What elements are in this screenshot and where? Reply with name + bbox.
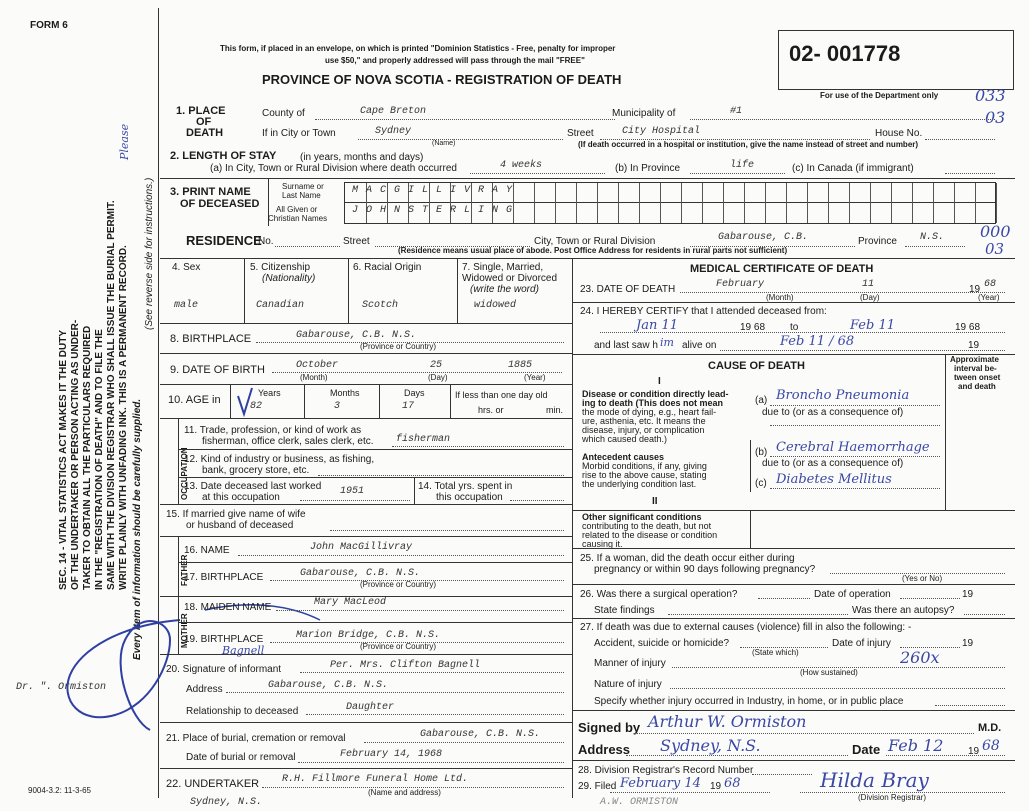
less-than-day-label: If less than one day old bbox=[455, 390, 548, 400]
medical-heading: MEDICAL CERTIFICATE OF DEATH bbox=[690, 263, 874, 275]
q15-label-2: or husband of deceased bbox=[186, 520, 294, 531]
surname-label-1: Surname or bbox=[282, 182, 324, 191]
county-label: County of bbox=[262, 108, 305, 119]
operation-date-label: Date of operation bbox=[814, 589, 891, 600]
age-months: 3 bbox=[334, 401, 341, 412]
residence-division-label: City, Town or Rural Division bbox=[534, 236, 656, 247]
envelope-note-1: This form, if placed in an envelope, on which is printed "Dominion Statistics - Free, penalty for improper bbox=[220, 44, 616, 53]
cause-heading: CAUSE OF DEATH bbox=[708, 360, 805, 372]
direct-cause-1: Disease or condition directly lead- bbox=[582, 389, 729, 399]
cause-a-label: (a) bbox=[755, 395, 768, 406]
dob-year: 1885 bbox=[508, 360, 533, 371]
side-instructions-5: SAME WITH THE DIVISION REGISTRAR WHO SHALL ISSUE THE BURIAL PERMIT. bbox=[106, 200, 117, 590]
operation-year-prefix: 19 bbox=[962, 589, 974, 600]
antecedent-1: Antecedent causes bbox=[582, 452, 665, 462]
name-grid-divider bbox=[513, 183, 514, 223]
undertaker-label: 22. UNDERTAKER bbox=[166, 778, 260, 790]
q13-label-1: 13. Date deceased last worked bbox=[184, 481, 322, 492]
injury-date-label: Date of injury bbox=[832, 638, 891, 649]
registrar-signature: Hilda Bray bbox=[820, 768, 929, 792]
q13-label-2: at this occupation bbox=[202, 492, 280, 503]
name-caption: (Name) bbox=[432, 140, 456, 147]
direct-cause-4: ure, asthenia, etc. It means the bbox=[582, 416, 706, 426]
stay-label: 2. LENGTH OF STAY bbox=[170, 150, 277, 162]
undertaker-value: R.H. Fillmore Funeral Home Ltd. bbox=[282, 774, 469, 785]
burial-place-label: 21. Place of burial, cremation or removal bbox=[166, 733, 346, 744]
mother-birthplace-value: Marion Bridge, C.B. N.S. bbox=[296, 630, 441, 641]
filed-year: 68 bbox=[724, 776, 741, 791]
sex-value: male bbox=[174, 300, 199, 311]
street-label: Street bbox=[567, 128, 594, 139]
county-value: Cape Breton bbox=[360, 106, 427, 117]
residence-province-value: N.S. bbox=[920, 232, 945, 243]
name-grid-divider bbox=[849, 183, 850, 223]
antecedent-2: Morbid conditions, if any, giving bbox=[582, 461, 707, 471]
death-month: February bbox=[716, 279, 765, 290]
death-day: 11 bbox=[862, 279, 875, 290]
citizenship-caption: (Nationality) bbox=[262, 273, 316, 284]
other-conditions-2: contributing to the death, but not bbox=[582, 521, 712, 531]
residence-code-2: 03 bbox=[985, 240, 1005, 258]
surgery-label: 26. Was there a surgical operation? bbox=[580, 589, 738, 600]
birthplace-value: Gabarouse, C.B. N.S. bbox=[296, 330, 417, 341]
residence-street-label: Street bbox=[343, 236, 370, 247]
maiden-name-label: 18. MAIDEN NAME bbox=[184, 602, 272, 613]
father-birthplace-label: 17. BIRTHPLACE bbox=[184, 572, 264, 583]
sex-label: 4. Sex bbox=[172, 262, 201, 273]
death-year: 68 bbox=[984, 279, 997, 290]
years-label: Years bbox=[258, 388, 281, 398]
mother-birthplace-label: 19. BIRTHPLACE bbox=[184, 634, 264, 645]
name-grid-divider bbox=[534, 183, 535, 223]
relationship-label: Relationship to deceased bbox=[186, 706, 299, 717]
envelope-note-2: use $50," and properly addressed will pass through the mail "FREE" bbox=[325, 56, 585, 65]
q12-label-1: 12. Kind of industry or business, as fishing, bbox=[184, 454, 375, 465]
given-label-2: Christian Names bbox=[268, 214, 328, 223]
father-section-label: FATHER bbox=[180, 554, 189, 586]
father-birthplace-value: Gabarouse, C.B. N.S. bbox=[300, 568, 421, 579]
relationship-value: Daughter bbox=[346, 702, 395, 713]
age-years: 82 bbox=[250, 401, 263, 412]
informant-label: 20. Signature of informant bbox=[166, 664, 282, 675]
side-instructions-1: SEC. 14 - VITAL STATISTICS ACT MAKES IT THE DUTY bbox=[58, 329, 69, 590]
q12-label-2: bank, grocery store, etc. bbox=[202, 465, 310, 476]
section-two: II bbox=[652, 496, 658, 507]
interval-label-4: and death bbox=[958, 382, 996, 391]
q15-label-1: 15. If married give name of wife bbox=[166, 509, 306, 520]
filed-date: February 14 bbox=[620, 776, 701, 791]
residence-no-label: No. bbox=[258, 236, 274, 247]
checkmark-icon bbox=[236, 386, 256, 418]
q25-label-2: pregnancy or within 90 days following pregnancy? bbox=[594, 564, 816, 575]
side-instructions-2: OF THE UNDERTAKER OR PERSON ACTING AS UNDER- bbox=[70, 319, 81, 590]
record-number-label: 28. Division Registrar's Record Number bbox=[578, 765, 754, 776]
surname-value: M A C G I L L I V R A Y bbox=[352, 185, 514, 196]
last-saw-value: Feb 11 / 68 bbox=[780, 334, 855, 349]
name-grid-divider bbox=[912, 183, 913, 223]
birthplace-label: 8. BIRTHPLACE bbox=[170, 333, 252, 345]
how-sustained-caption: (How sustained) bbox=[800, 668, 858, 677]
stay-a-label: (a) In City, Town or Rural Division where death occurred bbox=[210, 163, 457, 174]
residence-province-label: Province bbox=[858, 236, 897, 247]
other-conditions-3: related to the disease or condition bbox=[582, 530, 718, 540]
hospital-note: (If death occurred in a hospital or institution, give the name instead of street and number) bbox=[578, 140, 919, 149]
father-name-label: 16. NAME bbox=[184, 545, 230, 556]
birthplace-caption: (Province or Country) bbox=[360, 342, 437, 351]
registration-number-box bbox=[778, 30, 1014, 90]
name-grid-divider bbox=[933, 183, 934, 223]
alive-on-label: alive on bbox=[682, 340, 717, 351]
margin-note: Please bbox=[118, 123, 131, 160]
dob-month-caption: (Month) bbox=[300, 373, 328, 382]
signed-year-prefix: 19 bbox=[968, 746, 980, 757]
signed-by-label: Signed by bbox=[578, 720, 641, 735]
trade-value: fisherman bbox=[396, 434, 451, 445]
autopsy-label: Was there an autopsy? bbox=[852, 605, 955, 616]
nature-label: Nature of injury bbox=[594, 679, 662, 690]
q25-label-1: 25. If a woman, did the death occur either during bbox=[580, 553, 795, 564]
given-label-1: All Given or bbox=[276, 205, 318, 214]
municipality-value: #1 bbox=[730, 106, 743, 117]
cause-c-label: (c) bbox=[755, 478, 767, 489]
death-year-caption: (Year) bbox=[978, 293, 1000, 302]
q14-label-2: this occupation bbox=[436, 492, 503, 503]
physician-address-label: Address bbox=[578, 742, 631, 757]
cause-b-label: (b) bbox=[755, 447, 768, 458]
due-to-b: due to (or as a consequence of) bbox=[762, 458, 904, 469]
informant-value: Per. Mrs. Clifton Bagnell bbox=[330, 660, 481, 671]
dept-code-2: 03 bbox=[985, 108, 1006, 127]
accident-label: Accident, suicide or homicide? bbox=[594, 638, 730, 649]
name-grid-divider bbox=[975, 183, 976, 223]
stay-b-label: (b) In Province bbox=[615, 163, 681, 174]
registrar-stamp: A.W. ORMISTON bbox=[600, 797, 679, 808]
street-value: City Hospital bbox=[622, 126, 701, 137]
signed-date-label: Date bbox=[852, 742, 881, 757]
signed-year: 68 bbox=[982, 738, 1000, 754]
attended-to: Feb 11 bbox=[850, 318, 895, 333]
attended-from-year: 19 68 bbox=[740, 322, 766, 333]
due-to-a: due to (or as a consequence of) bbox=[762, 407, 904, 418]
interval-label-2: interval be- bbox=[954, 364, 997, 373]
name-grid-divider bbox=[576, 183, 577, 223]
name-grid-divider bbox=[828, 183, 829, 223]
informant-address-value: Gabarouse, C.B. N.S. bbox=[268, 680, 389, 691]
residence-note: (Residence means usual place of abode. Post Office Address for residents in rural parts not sufficient) bbox=[398, 246, 788, 255]
name-grid-divider bbox=[702, 183, 703, 223]
name-grid-divider bbox=[807, 183, 808, 223]
mother-birthplace-caption: (Province or Country) bbox=[360, 642, 437, 651]
given-names-value: J O H N S T E R L I N G bbox=[352, 205, 514, 216]
q14-label-1: 14. Total yrs. spent in bbox=[418, 481, 513, 492]
state-which-caption: (State which) bbox=[752, 648, 799, 657]
dob-month: October bbox=[296, 360, 339, 371]
undertaker-city: Sydney, N.S. bbox=[190, 797, 263, 808]
death-date-label: 23. DATE OF DEATH bbox=[580, 284, 676, 295]
dob-year-caption: (Year) bbox=[524, 373, 546, 382]
death-month-caption: (Month) bbox=[766, 293, 794, 302]
attended-from: Jan 11 bbox=[636, 318, 679, 333]
occupation-section-label: OCCUPATION bbox=[180, 447, 189, 500]
physician-signature: Arthur W. Ormiston bbox=[648, 712, 807, 731]
department-use-label: For use of the Department only bbox=[820, 91, 939, 100]
citizenship-value: Canadian bbox=[256, 300, 305, 311]
min-label: min. bbox=[546, 405, 564, 415]
burial-date-value: February 14, 1968 bbox=[340, 749, 443, 760]
direct-cause-3: the mode of dying, e.g., heart fail- bbox=[582, 407, 717, 417]
undertaker-caption: (Name and address) bbox=[368, 788, 441, 797]
name-grid-divider bbox=[744, 183, 745, 223]
antecedent-3: rise to the above cause, stating bbox=[582, 470, 707, 480]
dob-label: 9. DATE OF BIRTH bbox=[170, 364, 265, 376]
cause-a-value: Broncho Pneumonia bbox=[776, 388, 910, 403]
direct-cause-2: ing to death (This does not mean bbox=[582, 398, 724, 408]
physician-address-value: Sydney, N.S. bbox=[660, 736, 761, 755]
name-grid-divider bbox=[996, 183, 997, 223]
place-label-3: DEATH bbox=[186, 127, 224, 139]
attended-label: 24. I HEREBY CERTIFY that I attended deceased from: bbox=[580, 306, 827, 317]
name-grid-divider bbox=[618, 183, 619, 223]
citizenship-label: 5. Citizenship bbox=[250, 262, 311, 273]
name-grid-divider bbox=[639, 183, 640, 223]
stay-b-value: life bbox=[730, 160, 755, 171]
side-instructions-6: WRITE PLAINLY WITH UNFADING INK. THIS IS A PERMANENT RECORD. bbox=[118, 245, 129, 590]
manner-label: Manner of injury bbox=[594, 658, 666, 669]
name-grid-divider bbox=[765, 183, 766, 223]
deceased-label-1: 3. PRINT NAME bbox=[170, 186, 251, 198]
interval-label-1: Approximate bbox=[950, 355, 999, 364]
form-number: FORM 6 bbox=[30, 20, 68, 31]
days-label: Days bbox=[404, 388, 425, 398]
name-grid-divider bbox=[681, 183, 682, 223]
name-grid-divider bbox=[660, 183, 661, 223]
name-grid-divider bbox=[891, 183, 892, 223]
burial-date-label: Date of burial or removal bbox=[186, 752, 296, 763]
municipality-label: Municipality of bbox=[612, 108, 676, 119]
attended-to-year: 19 68 bbox=[955, 322, 981, 333]
burial-place-value: Gabarouse, C.B. N.S. bbox=[420, 729, 541, 740]
form-title: PROVINCE OF NOVA SCOTIA - REGISTRATION OF DEATH bbox=[262, 72, 622, 87]
last-saw-year-prefix: 19 bbox=[968, 340, 980, 351]
name-grid-divider bbox=[870, 183, 871, 223]
doctor-stamp: Dr. ". Ormiston bbox=[16, 682, 107, 693]
dept-code-1: 033 bbox=[975, 86, 1006, 105]
side-instructions-3: TAKER TO OBTAIN ALL THE PARTICULARS REQUIRED bbox=[82, 325, 93, 590]
residence-code-1: 000 bbox=[980, 222, 1011, 241]
direct-cause-6: which caused death.) bbox=[582, 434, 668, 444]
father-name-value: John MacGillivray bbox=[310, 542, 413, 553]
registrar-caption: (Division Registrar) bbox=[858, 793, 927, 802]
residence-label: RESIDENCE bbox=[186, 233, 262, 248]
other-conditions-1: Other significant conditions bbox=[582, 512, 702, 522]
cause-c-value: Diabetes Mellitus bbox=[776, 472, 892, 487]
name-grid-divider bbox=[786, 183, 787, 223]
filed-label: 29. Filed bbox=[578, 781, 617, 792]
marital-label-3: (write the word) bbox=[470, 284, 539, 295]
surname-label-2: Last Name bbox=[282, 191, 321, 200]
death-year-prefix: 19 bbox=[969, 284, 981, 295]
registration-number: 02- 001778 bbox=[789, 41, 901, 66]
mother-section-label: MOTHER bbox=[180, 613, 189, 648]
dob-day-caption: (Day) bbox=[428, 373, 448, 382]
father-birthplace-caption: (Province or Country) bbox=[360, 580, 437, 589]
q11-label-2: fisherman, office clerk, sales clerk, etc. bbox=[202, 436, 374, 447]
age-days: 17 bbox=[402, 401, 415, 412]
q11-label-1: 11. Trade, profession, or kind of work as bbox=[184, 425, 362, 436]
place-label-2: OF bbox=[196, 116, 212, 128]
md-label: M.D. bbox=[978, 722, 1002, 734]
yes-no-caption: (Yes or No) bbox=[902, 574, 943, 583]
age-label: 10. AGE in bbox=[168, 394, 221, 406]
cause-b-value: Cerebral Haemorrhage bbox=[776, 440, 930, 455]
informant-scrawl: Bagnell bbox=[222, 644, 265, 657]
racial-origin-label: 6. Racial Origin bbox=[353, 262, 422, 273]
side-instructions-4: IN THE "REGISTRATION OF DEATH" AND TO FILE THE bbox=[94, 329, 105, 590]
external-cause-label: 27. If death was due to external causes (violence) fill in also the following: - bbox=[580, 622, 912, 633]
side-instructions-8: (See reverse side for instructions.) bbox=[144, 177, 155, 330]
antecedent-4: the underlying condition last. bbox=[582, 479, 697, 489]
last-saw-mid: im bbox=[660, 336, 674, 349]
specify-label: Specify whether injury occurred in Industry, in home, or in public place bbox=[594, 696, 904, 707]
marital-label-2: Widowed or Divorced bbox=[462, 273, 558, 284]
name-grid-divider bbox=[723, 183, 724, 223]
death-day-caption: (Day) bbox=[860, 293, 880, 302]
injury-year-prefix: 19 bbox=[962, 638, 974, 649]
side-instructions-7: Every item of information should be carefully supplied. bbox=[132, 398, 143, 660]
residence-division-value: Gabarouse, C.B. bbox=[718, 232, 809, 243]
form-code: 9004-3.2: 11-3-65 bbox=[28, 786, 92, 795]
stay-a-value: 4 weeks bbox=[500, 160, 543, 171]
filed-year-prefix: 19 bbox=[710, 781, 722, 792]
attended-to-label: to bbox=[790, 322, 799, 333]
place-label-1: 1. PLACE bbox=[176, 105, 226, 117]
stay-caption: (in years, months and days) bbox=[300, 152, 424, 163]
section-one: I bbox=[658, 376, 661, 387]
maiden-name-value: Mary MacLeod bbox=[314, 597, 387, 608]
city-label: If in City or Town bbox=[262, 128, 336, 139]
other-conditions-4: causing it. bbox=[582, 539, 623, 549]
informant-address-label: Address bbox=[186, 684, 223, 695]
name-grid-divider bbox=[555, 183, 556, 223]
hrs-label: hrs. or bbox=[478, 405, 504, 415]
marital-value: widowed bbox=[474, 300, 517, 311]
cause-code: 260x bbox=[900, 648, 940, 667]
deceased-label-2: OF DECEASED bbox=[180, 198, 260, 210]
interval-label-3: tween onset bbox=[954, 373, 1001, 382]
dob-day: 25 bbox=[430, 360, 443, 371]
house-number-label: House No. bbox=[875, 128, 923, 139]
city-value: Sydney bbox=[375, 126, 412, 137]
name-grid-divider bbox=[597, 183, 598, 223]
direct-cause-5: disease, injury, or complication bbox=[582, 425, 705, 435]
last-worked-value: 1951 bbox=[340, 486, 365, 497]
name-grid-divider bbox=[954, 183, 955, 223]
marital-label-1: 7. Single, Married, bbox=[462, 262, 544, 273]
months-label: Months bbox=[330, 388, 360, 398]
findings-label: State findings bbox=[594, 605, 655, 616]
last-saw-label: and last saw h bbox=[594, 340, 658, 351]
signed-date-value: Feb 12 bbox=[888, 736, 944, 755]
racial-origin-value: Scotch bbox=[362, 300, 399, 311]
stay-c-label: (c) In Canada (if immigrant) bbox=[792, 163, 914, 174]
